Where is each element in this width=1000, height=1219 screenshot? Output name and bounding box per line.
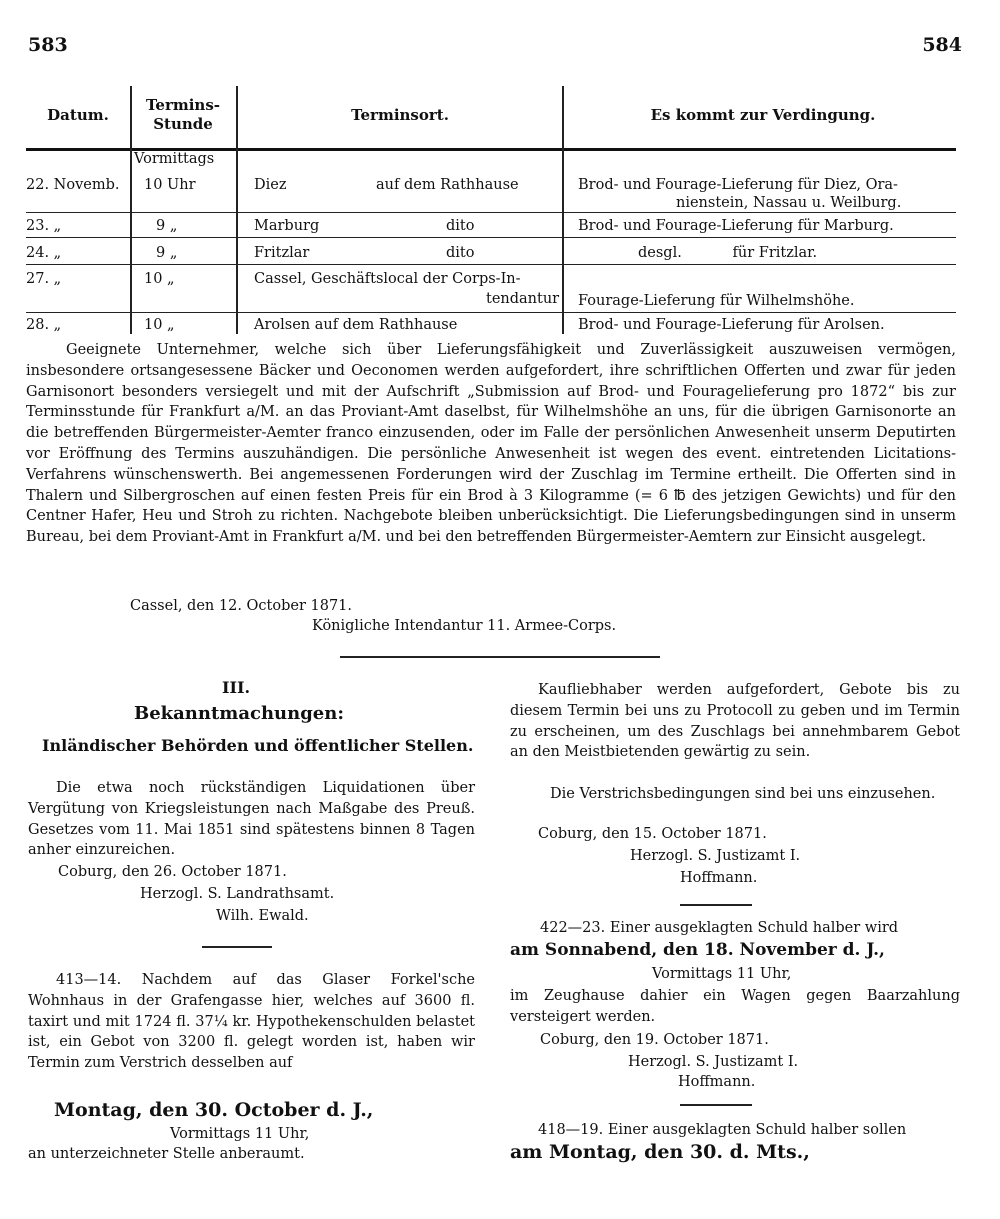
schedule-table — [26, 82, 956, 334]
row-datum: 22. Novemb. — [26, 177, 120, 193]
row-ort: Marburg — [254, 218, 320, 234]
notice-422-authority: Herzogl. S. Justizamt I. — [628, 1054, 799, 1070]
row-ort-cont: tendantur — [486, 291, 560, 307]
row-verdingung: Fourage-Lieferung für Wilhelmshöhe. — [578, 293, 855, 309]
notice-liquidationen: Die etwa noch rückständigen Liquidationen über Vergütung von Kriegsleistungen nach Maßgabe des Preuß. Gesetzes vom 11. Mai 1851 sind spätestens binnen 8 Tagen anher einzureichen. — [28, 780, 475, 859]
section-number: III. — [222, 678, 251, 697]
notice-auction-time: Vormittags 11 Uhr, — [170, 1126, 310, 1142]
row-datum: 28. „ — [26, 317, 62, 333]
notice-418-head: 418—19. Einer ausgeklagten Schuld halber sollen — [538, 1122, 907, 1138]
notice-422-date: am Sonnabend, den 18. November d. J., — [510, 940, 885, 960]
right-divider — [680, 904, 752, 906]
vormittags-label: Vormittags — [134, 151, 215, 167]
row-stunde: 10 „ — [144, 317, 175, 333]
page-number-left: 583 — [28, 34, 68, 56]
notice-422-body: im Zeughause dahier ein Wagen gegen Baarzahlung versteigert werden. — [510, 988, 960, 1025]
notice-authority: Herzogl. S. Landrathsamt. — [140, 886, 335, 902]
notice-422-head: 422—23. Einer ausgeklagten Schuld halber wird — [540, 920, 899, 936]
row-datum: 24. „ — [26, 245, 62, 261]
main-signature: Königliche Intendantur 11. Armee-Corps. — [312, 618, 617, 634]
page-number-right: 584 — [922, 34, 962, 56]
notice-422-place-date: Coburg, den 19. October 1871. — [540, 1032, 769, 1048]
right-notice-kaufliebhaber: Kaufliebhaber werden aufgefordert, Gebote bis zu diesem Termin bei uns zu Protocoll zu geben und im Termin zu erscheinen, um des Zuschlags bei annehmbarem Gebot an den Meistbietenden gewärtig zu sein. — [510, 682, 960, 761]
header-verdingung: Es kommt zur Verdingung. — [650, 106, 876, 124]
column-rule — [562, 86, 564, 334]
row-ort: Fritzlar — [254, 245, 310, 261]
row-stunde: 10 Uhr — [144, 177, 196, 193]
notice-date: Coburg, den 26. October 1871. — [58, 864, 287, 880]
row-rule — [26, 264, 956, 265]
row-verdingung-cont: nienstein, Nassau u. Weilburg. — [676, 195, 902, 211]
row-stunde: 10 „ — [144, 271, 175, 287]
section-divider — [340, 656, 660, 658]
header-ort: Terminsort. — [351, 106, 449, 124]
notice-divider — [202, 946, 272, 948]
row-verdingung: Brod- und Fourage-Lieferung für Arolsen. — [578, 317, 885, 333]
row-stunde: 9 „ — [156, 218, 178, 234]
notice-name: Wilh. Ewald. — [216, 908, 309, 924]
row-ort-detail: dito — [446, 218, 475, 234]
right-notice-bedingungen: Die Verstrichsbedingungen sind bei uns einzusehen. — [550, 786, 936, 802]
row-ort-detail: auf dem Rathhause — [376, 177, 519, 193]
column-rule — [236, 86, 238, 334]
notice-422-name: Hoffmann. — [678, 1074, 756, 1090]
row-rule — [26, 312, 956, 313]
row-ort: Diez — [254, 177, 287, 193]
right-date: Coburg, den 15. October 1871. — [538, 826, 767, 842]
header-stunde: Termins-Stunde — [145, 96, 221, 133]
row-rule — [26, 212, 956, 213]
right-name: Hoffmann. — [680, 870, 758, 886]
row-verdingung: Brod- und Fourage-Lieferung für Marburg. — [578, 218, 894, 234]
right-authority: Herzogl. S. Justizamt I. — [630, 848, 801, 864]
row-ort: Arolsen auf dem Rathhause — [254, 317, 458, 333]
notice-wohnhaus: 413—14. Nachdem auf das Glaser Forkel'sche Wohnhaus in der Grafengasse hier, welches auf 3600 fl. taxirt und mit 1724 fl. 37¼ kr. Hypothekenschulden belastet ist, ein Gebot von 3200 fl. gelegt worden ist, haben wir Termin zum Verstrich desselben auf — [28, 972, 475, 1072]
row-ort: Cassel, Geschäftslocal der Corps-In- — [254, 271, 521, 287]
right-divider-2 — [680, 1104, 752, 1106]
header-datum: Datum. — [47, 106, 109, 124]
column-rule — [130, 86, 132, 334]
row-verdingung: Brod- und Fourage-Lieferung für Diez, Ora- — [578, 177, 898, 193]
row-rule — [26, 237, 956, 238]
row-datum: 27. „ — [26, 271, 62, 287]
section-subtitle: Inländischer Behörden und öffentlicher Stellen. — [42, 736, 474, 755]
row-verdingung: desgl. für Fritzlar. — [638, 245, 818, 261]
main-paragraph: Geeignete Unternehmer, welche sich über Lieferungsfähigkeit und Zuverlässigkeit auszuweisen vermögen, insbesondere ortsangesessene Bäcker und Oeconomen werden aufgefordert, ihre schriftlichen Offerten und zwar für jeden Garnisonort besonders versiegelt und mit der Aufschrift „Submission auf Brod- und Fouragelieferung pro 1872“ bis zur Terminsstunde für Frankfurt a/M. an das Proviant-Amt daselbst, für Wilhelmshöhe an uns, für die übrigen Garnisonorte an die betreffenden Bürgermeister-Aemter franco einzusenden, oder im Falle der persönlichen Anwesenheit unserm Deputirten vor Eröffnung des Termins auszuhändigen. Die persönliche Anwesenheit ist wegen des event. eintretenden Licitations-Verfahrens wünschenswerth. Bei angemessenen Forderungen wird der Zuschlag im Termine ertheilt. Die Offerten sind in Thalern und Silbergroschen auf einen festen Preis für ein Brod à 3 Kilogramme (= 6 ℔ des jetzigen Gewichts) und für den Centner Hafer, Heu und Stroh zu richten. Nachgebote bleiben unberücksichtigt. Die Lieferungsbedingungen sind in unserm Bureau, bei dem Proviant-Amt in Frankfurt a/M. und bei den betreffenden Bürgermeister-Aemtern zur Einsicht ausgelegt. — [26, 342, 956, 546]
notice-422-time: Vormittags 11 Uhr, — [652, 966, 792, 982]
section-title: Bekanntmachungen: — [134, 703, 344, 724]
notice-auction-place: an unterzeichneter Stelle anberaumt. — [28, 1146, 305, 1162]
notice-418-date: am Montag, den 30. d. Mts., — [510, 1141, 810, 1163]
main-place-date: Cassel, den 12. October 1871. — [130, 598, 353, 614]
row-datum: 23. „ — [26, 218, 62, 234]
row-stunde: 9 „ — [156, 245, 178, 261]
row-ort-detail: dito — [446, 245, 475, 261]
notice-auction-date: Montag, den 30. October d. J., — [54, 1099, 374, 1121]
